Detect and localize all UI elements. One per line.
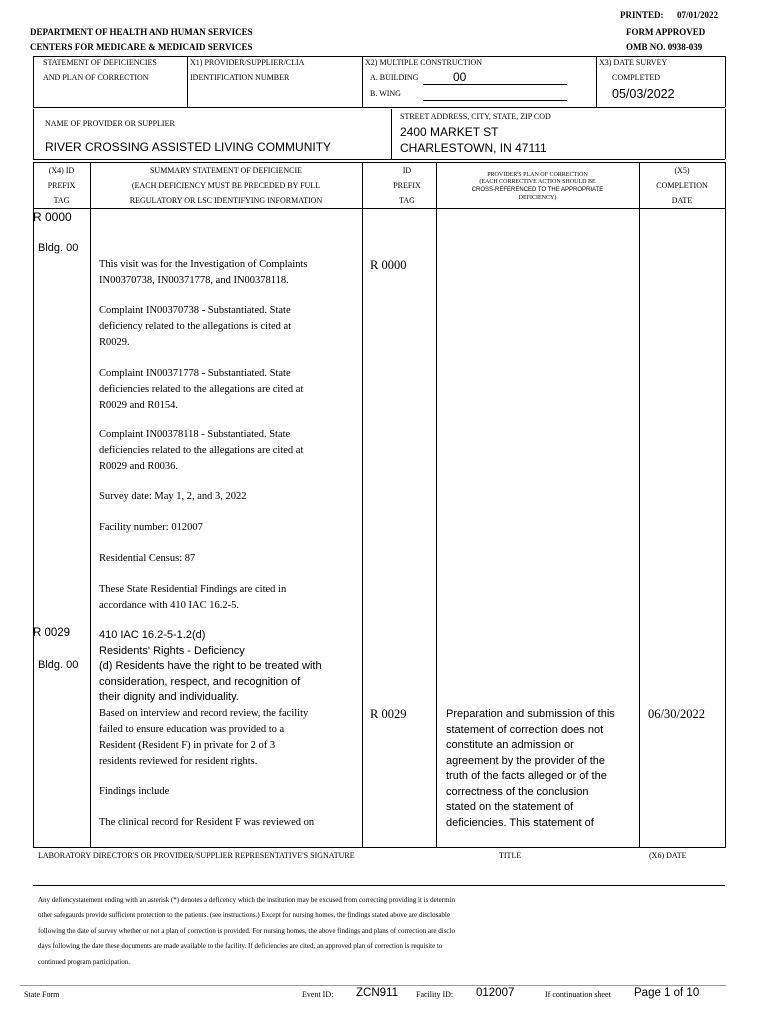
summary-paragraph: Complaint IN00370738 - Substantiated. State deficiency related to the allegations is cited at R0029. — [99, 305, 292, 348]
printed-label: PRINTED: — [620, 10, 664, 20]
completion-date: 06/30/2022 — [648, 707, 705, 721]
plan-of-correction-text: Preparation and submission of this statement of correction does not constitute an admission or agreement by the provider of the truth of the facts alleged or of the correctness of the conclusion stated on the statement of deficiencies. This statement of — [446, 708, 615, 829]
regulation-text: 410 IAC 16.2-5-1.2(d) Residents' Rights - Deficiency (d) Residents have the right to be treated with consideration, respect, and recognition of their dignity and individuality. — [99, 629, 322, 703]
x1-label-2: IDENTIFICATION NUMBER — [190, 73, 290, 82]
state-form-label: State Form — [24, 990, 60, 999]
x3-label-1: X3) DATE SURVEY — [599, 58, 668, 67]
summary-paragraph: Based on interview and record review, the facility failed to ensure education was provided to a Resident (Resident F) in private for 2 of 3 residents reviewed for resident rights. — [99, 708, 309, 767]
wing-label: B. WING — [370, 89, 401, 98]
x5-header-1: (X5) — [674, 166, 690, 175]
summary-paragraph: This visit was for the Investigation of Complaints IN00370738, IN00371778, and IN00378118. — [99, 259, 308, 286]
x5-header-3: DATE — [671, 196, 693, 205]
plan-header-4: DEFICIENCY) — [518, 195, 557, 201]
summary-paragraph: Findings include — [99, 786, 170, 797]
x1-label-1: X1) PROVIDER/SUPPLIER/CLIA — [190, 58, 305, 67]
x2-title: X2) MULTIPLE CONSTRUCTION — [365, 58, 483, 67]
summary-header-1: SUMMARY STATEMENT OF DEFICIENCIE — [149, 166, 303, 175]
form-approved: FORM APPROVED — [626, 27, 706, 37]
summary-header-2: (EACH DEFICIENCY MUST BE PRECEDED BY FULL — [131, 181, 321, 190]
x4-header-1: (X4) ID — [48, 166, 75, 175]
x4-header-2: PREFIX — [47, 181, 76, 190]
x6-date-label: (X6) DATE — [649, 851, 687, 860]
plan-header-3: CROSS-REFERENCED TO THE APPROPRIATE — [471, 187, 604, 193]
id-header-1: ID — [402, 166, 412, 175]
summary-header-3: REGULATORY OR LSC IDENTIFYING INFORMATION — [129, 196, 323, 205]
prefix-tag-r0000: R 0000 — [33, 210, 72, 224]
building-tag-1: Bldg. 00 — [38, 242, 79, 254]
summary-paragraph: These State Residential Findings are cited in accordance with 410 IAC 16.2-5. — [99, 584, 287, 611]
plan-header-1: PROVIDER'S PLAN OF CORRECTION — [487, 172, 588, 178]
omb-number: OMB NO. 0938-039 — [626, 42, 703, 52]
page-number: Page 1 of 10 — [634, 987, 700, 999]
facility-id-value: 012007 — [476, 987, 515, 999]
summary-paragraph: Complaint IN00378118 - Substantiated. State deficiencies related to the allegations are cited at R0029 and R0036. — [99, 429, 304, 472]
event-id-value: ZCN911 — [356, 987, 398, 999]
survey-date: 05/03/2022 — [612, 87, 675, 101]
department-title: DEPARTMENT OF HEALTH AND HUMAN SERVICES — [30, 27, 253, 37]
summary-paragraph: Survey date: May 1, 2, and 3, 2022 — [99, 491, 247, 502]
provider-name: RIVER CROSSING ASSISTED LIVING COMMUNITY — [45, 140, 332, 154]
id-tag-r0029: R 0029 — [370, 707, 407, 721]
provider-name-label: NAME OF PROVIDER OR SUPPLIER — [45, 119, 175, 128]
building-value: 00 — [453, 70, 467, 84]
disclaimer-line: days following the date these documents are made available to the facility. If deficiencies are cited, an approved plan of correction is requisite to — [38, 942, 443, 950]
disclaimer-line: other safegaurds provide sufficient protection to the patients. (see instructions.) Except for nursing homes, the findings stated above are disclosable — [38, 911, 450, 919]
summary-paragraph: Complaint IN00371778 - Substantiated. State deficiencies related to the allegations are cited at R0029 and R0154. — [99, 368, 304, 411]
continuation-label: If continuation sheet — [545, 990, 611, 999]
disclaimer-line: continued program participation. — [38, 958, 130, 966]
printed-date: 07/01/2022 — [677, 10, 719, 20]
disclaimer-line: Any defiencystatement ending with an asterisk (*) denotes a deficency which the institution may be excused from correcting providing it is determin — [38, 896, 455, 904]
building-label: A. BUILDING — [370, 73, 419, 82]
address-label: STREET ADDRESS, CITY, STATE, ZIP COD — [400, 112, 551, 121]
street-address: 2400 MARKET ST — [400, 125, 499, 139]
prefix-tag-r0029: R 0029 — [33, 627, 71, 639]
event-id-label: Event ID: — [302, 990, 334, 999]
summary-paragraph: Facility number: 012007 — [99, 522, 203, 533]
centers-title: CENTERS FOR MEDICARE & MEDICAID SERVICES — [30, 42, 253, 52]
id-header-2: PREFIX — [393, 181, 421, 190]
id-tag-r0000: R 0000 — [370, 258, 407, 272]
facility-id-label: Facility ID: — [416, 990, 454, 999]
summary-paragraph: The clinical record for Resident F was reviewed on — [99, 817, 315, 828]
statement-label-1: STATEMENT OF DEFICIENCIES — [43, 58, 157, 67]
x5-header-2: COMPLETION — [656, 181, 708, 190]
id-header-3: TAG — [399, 196, 415, 205]
x3-label-2: COMPLETED — [612, 73, 660, 82]
x4-header-3: TAG — [53, 196, 70, 205]
statement-label-2: AND PLAN OF CORRECTION — [43, 73, 149, 82]
plan-header-2: (EACH CORRECTIVE ACTION SHOULD BE — [479, 179, 596, 185]
city-state-zip: CHARLESTOWN, IN 47111 — [400, 141, 547, 155]
building-tag-2: Bldg. 00 — [38, 659, 79, 671]
summary-paragraph: Residential Census: 87 — [99, 553, 196, 564]
signature-label: LABORATORY DIRECTOR'S OR PROVIDER/SUPPLIER REPRESENTATIVE'S SIGNATURE — [38, 851, 355, 860]
disclaimer-line: following the date of survey whether or not a plan of correction is provided. For nursing homes, the above findings and plans of correction are disclo — [38, 927, 455, 935]
title-label: TITLE — [499, 851, 522, 860]
